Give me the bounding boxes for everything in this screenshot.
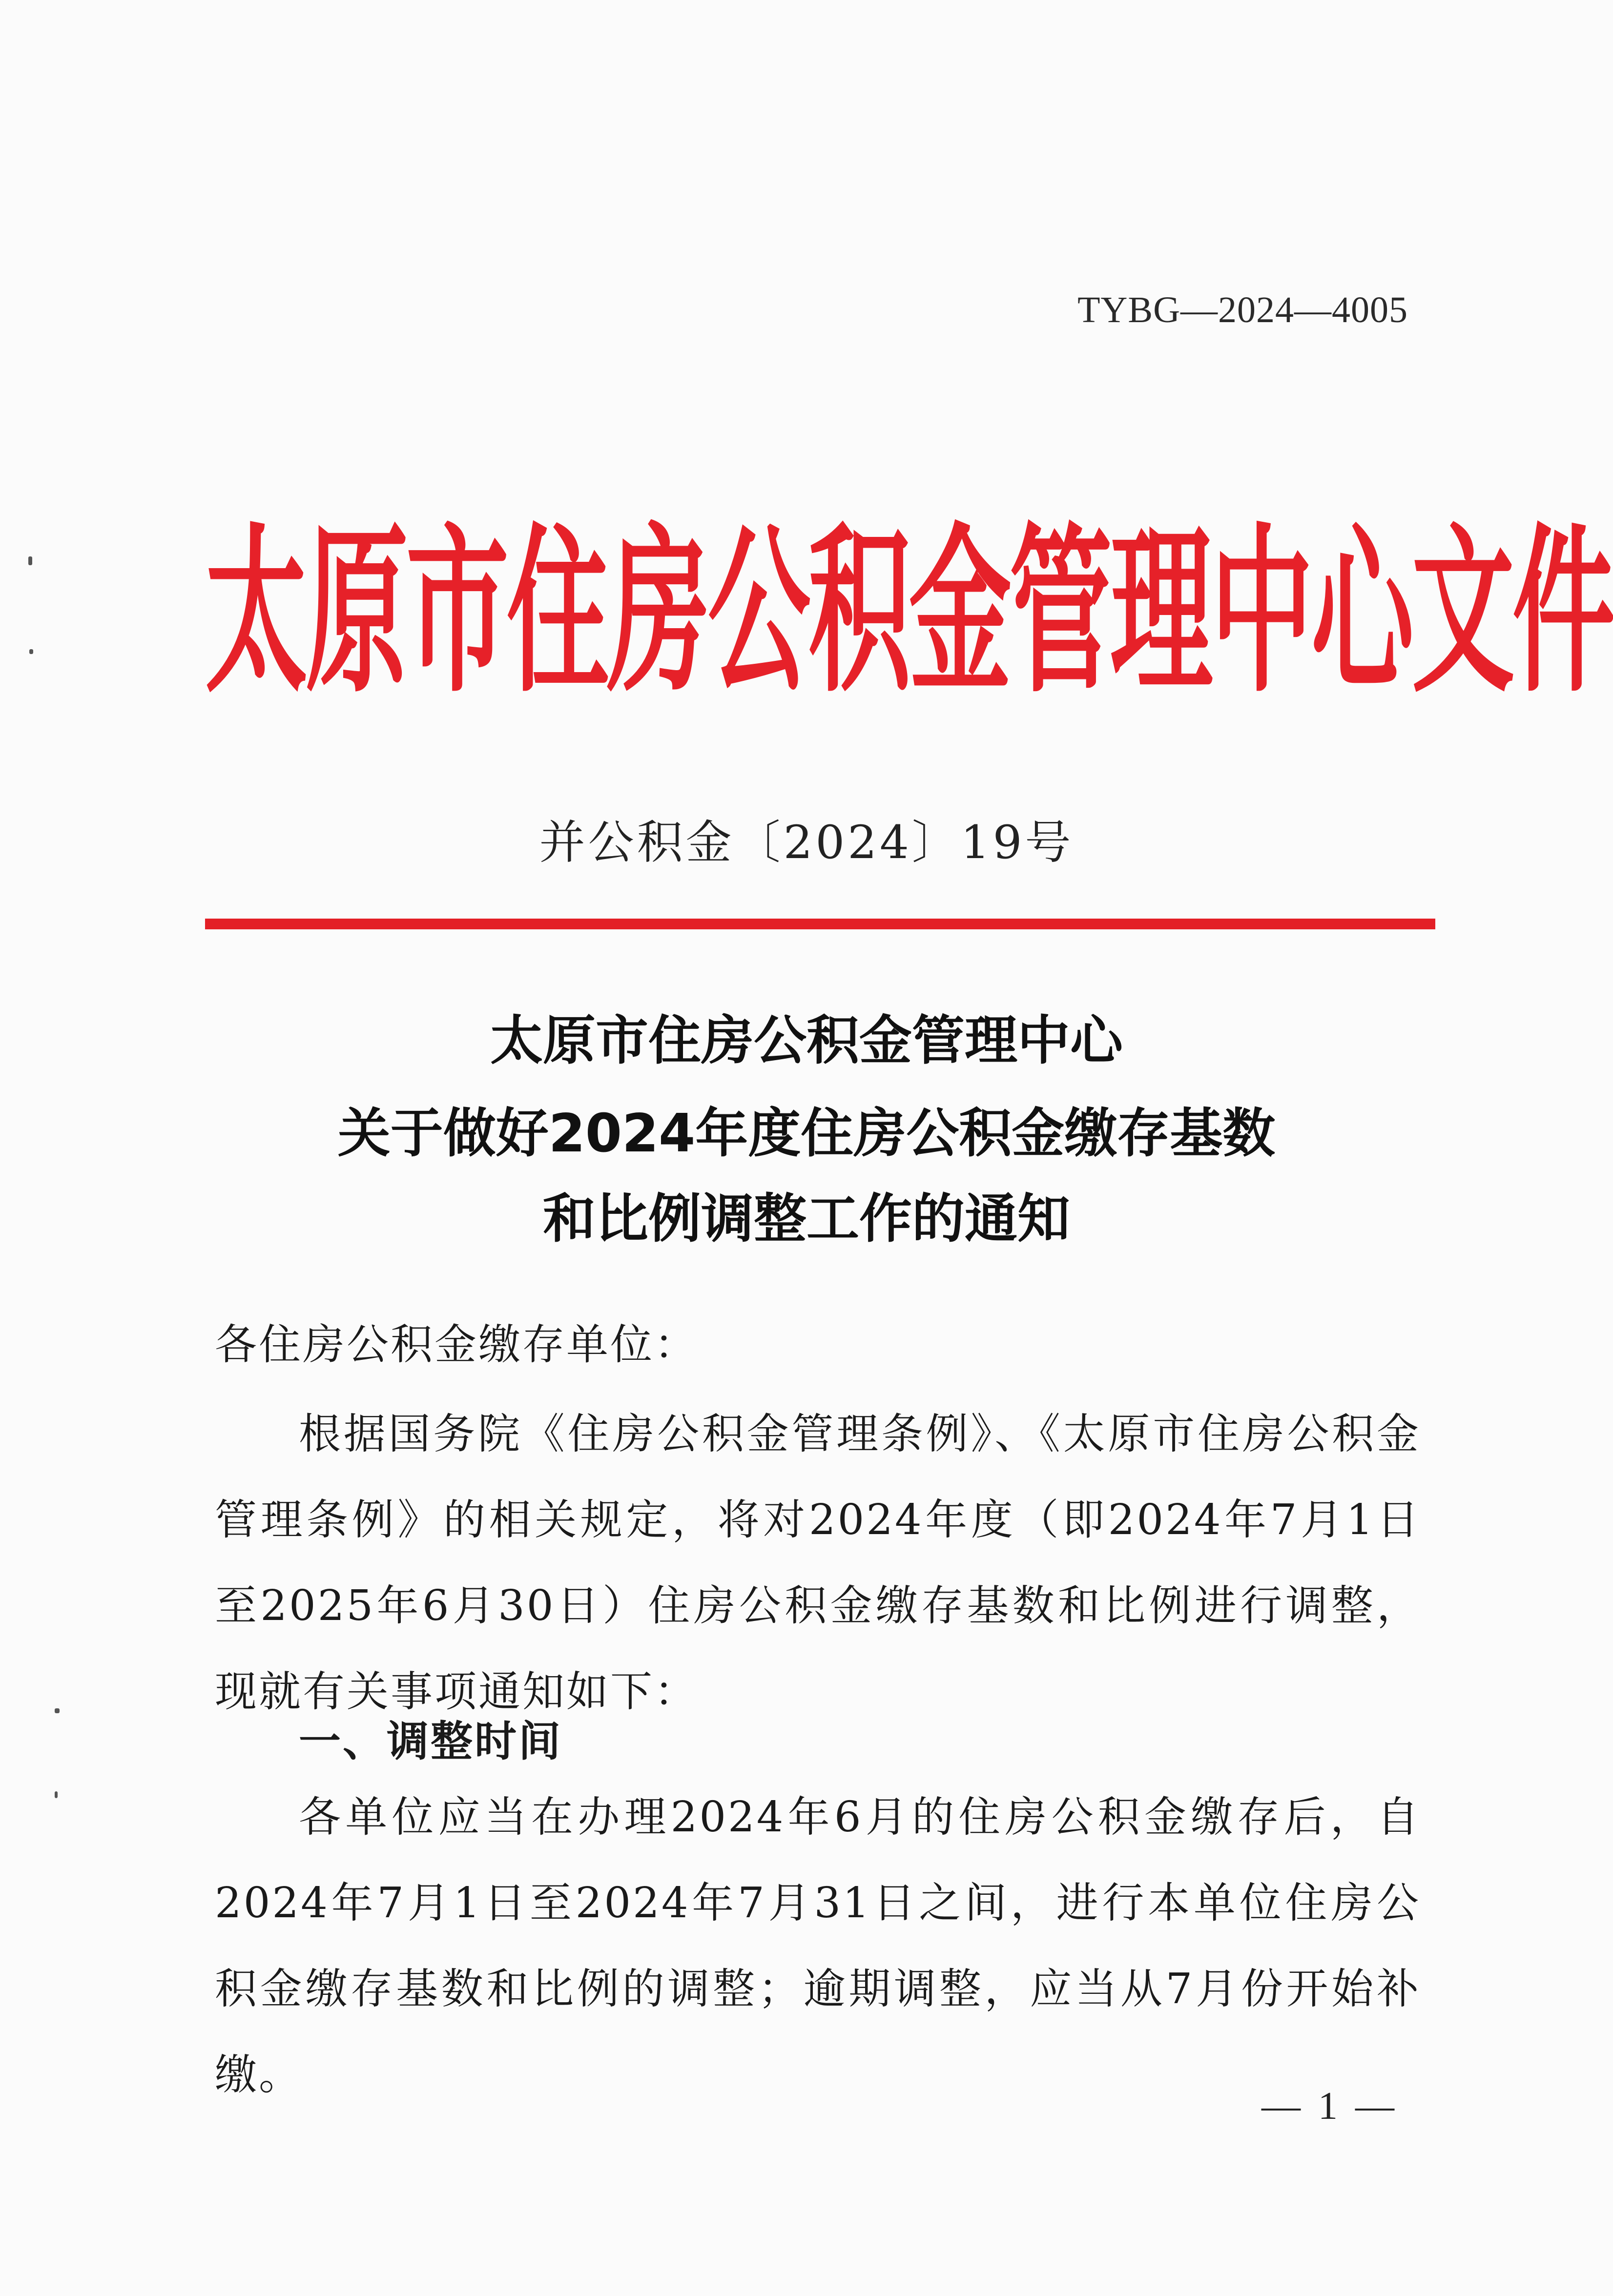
scan-speck — [55, 1708, 60, 1713]
body-paragraph-1: 根据国务院《住房公积金管理条例》、《太原市住房公积金管理条例》的相关规定，将对2024年度（即2024年7月1日至2025年6月30日）住房公积金缴存基数和比例进行调整，现就有关事项通知如下： — [215, 1410, 1421, 1716]
body-paragraph-2: 各单位应当在办理2024年6月的住房公积金缴存后，自2024年7月1日至2024年7月31日之间，进行本单位住房公积金缴存基数和比例的调整；逾期调整，应当从7月份开始补缴。 — [215, 1793, 1421, 2099]
red-divider-line — [205, 919, 1435, 929]
notice-title-line-3: 和比例调整工作的通知 — [542, 1189, 1070, 1250]
document-number: 并公积金〔2024〕19号 — [539, 816, 1074, 869]
section-heading-1: 一、调整时间 — [299, 1717, 562, 1766]
page-number: — 1 — — [1261, 2085, 1398, 2128]
document-code: TYBG—2024—4005 — [1077, 289, 1408, 330]
scan-speck — [28, 556, 32, 565]
scan-speck — [55, 1791, 58, 1798]
scan-speck — [29, 649, 33, 654]
notice-title-line-2: 关于做好2024年度住房公积金缴存基数 — [337, 1103, 1276, 1164]
notice-title-line-1: 太原市住房公积金管理中心 — [490, 1010, 1123, 1071]
salutation: 各住房公积金缴存单位： — [215, 1320, 698, 1369]
masthead-title: 太原市住房公积金管理中心文件 — [205, 507, 1613, 717]
